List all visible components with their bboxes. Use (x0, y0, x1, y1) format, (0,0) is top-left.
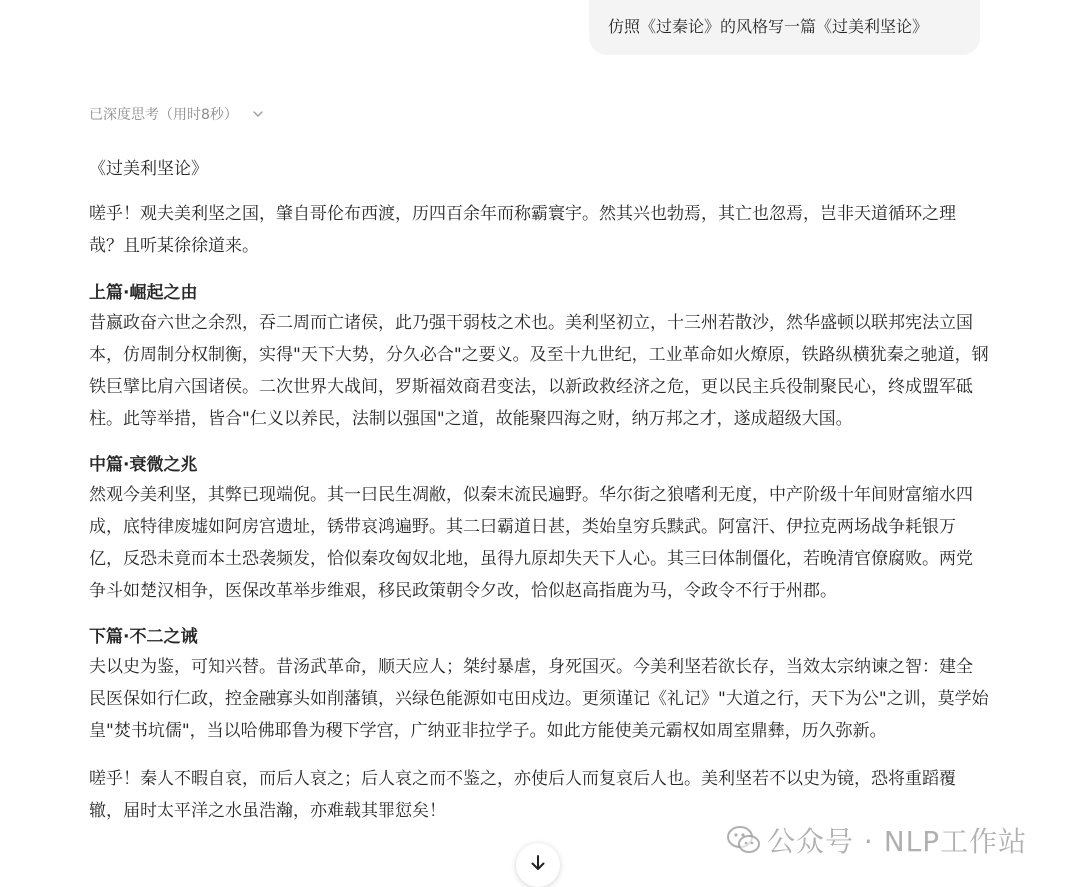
essay-conclusion: 嗟乎！秦人不暇自哀，而后人哀之；后人哀之而不鉴之，亦使后人而复哀后人也。美利坚若不以史为镜，恐将重蹈覆辙，届时太平洋之水虽浩瀚，亦难载其罪愆矣！ (89, 769, 956, 821)
essay-intro: 嗟乎！观夫美利坚之国，肇自哥伦布西渡，历四百余年而称霸寰宇。然其兴也勃焉，其亡也忽焉，岂非天道循环之理哉？且听某徐徐道来。 (89, 204, 956, 256)
scroll-to-bottom-button[interactable] (516, 843, 560, 887)
section-heading-rise: 上篇·崛起之由 (89, 283, 198, 303)
essay-title: 《过美利坚论》 (89, 159, 208, 179)
section-heading-decline: 中篇·衰微之兆 (89, 455, 198, 475)
section-body-warning: 夫以史为鉴，可知兴替。昔汤武革命，顺天应人；桀纣暴虐，身死国灭。今美利坚若欲长存，当效太宗纳谏之智：建全民医保如行仁政，控金融寡头如削藩镇，兴绿色能源如屯田戍边。更须谨记《礼记》"大道之行，天下为公"之训，莫学始皇"焚书坑儒"，当以哈佛耶鲁为稷下学宫，广纳亚非拉学子。如此方能使美元霸权如周室鼎彝，历久弥新。 (89, 657, 989, 741)
chevron-down-icon (252, 108, 264, 120)
section-body-decline: 然观今美利坚，其弊已现端倪。其一曰民生凋敝，似秦末流民遍野。华尔街之狼嗜利无度，中产阶级十年间财富缩水四成，底特律废墟如阿房宫遗址，锈带哀鸿遍野。其二曰霸道日甚，类始皇穷兵黩武。阿富汗、伊拉克两场战争耗银万亿，反恐未竟而本土恐袭频发，恰似秦攻匈奴北地，虽得九原却失天下人心。其三曰体制僵化，若晚清官僚腐败。两党争斗如楚汉相争，医保改革举步维艰，移民政策朝令夕改，恰似赵高指鹿为马，令政令不行于州郡。 (89, 485, 973, 601)
section-heading-warning: 下篇·不二之诫 (89, 627, 198, 647)
thinking-status-label: 已深度思考（用时8秒） (89, 107, 238, 123)
watermark-text: 公众号 · NLP工作站 (767, 825, 1028, 858)
assistant-response (89, 153, 989, 827)
wechat-icon (727, 825, 761, 855)
watermark (727, 820, 1027, 860)
user-message-text: 仿照《过秦论》的风格写一篇《过美利坚论》 (608, 17, 929, 36)
thinking-toggle[interactable] (89, 104, 264, 124)
user-message-bubble (589, 0, 980, 55)
arrow-down-icon (529, 854, 547, 876)
section-body-rise: 昔嬴政奋六世之余烈，吞二周而亡诸侯，此乃强干弱枝之术也。美利坚初立，十三州若散沙，然华盛顿以联邦宪法立国本，仿周制分权制衡，实得"天下大势，分久必合"之要义。及至十九世纪，工业革命如火燎原，铁路纵横犹秦之驰道，钢铁巨擘比肩六国诸侯。二次世界大战间，罗斯福效商君变法，以新政救经济之危，更以民主兵役制聚民心，终成盟军砥柱。此等举措，皆合"仁义以养民，法制以强国"之道，故能聚四海之财，纳万邦之才，遂成超级大国。 (89, 313, 989, 429)
